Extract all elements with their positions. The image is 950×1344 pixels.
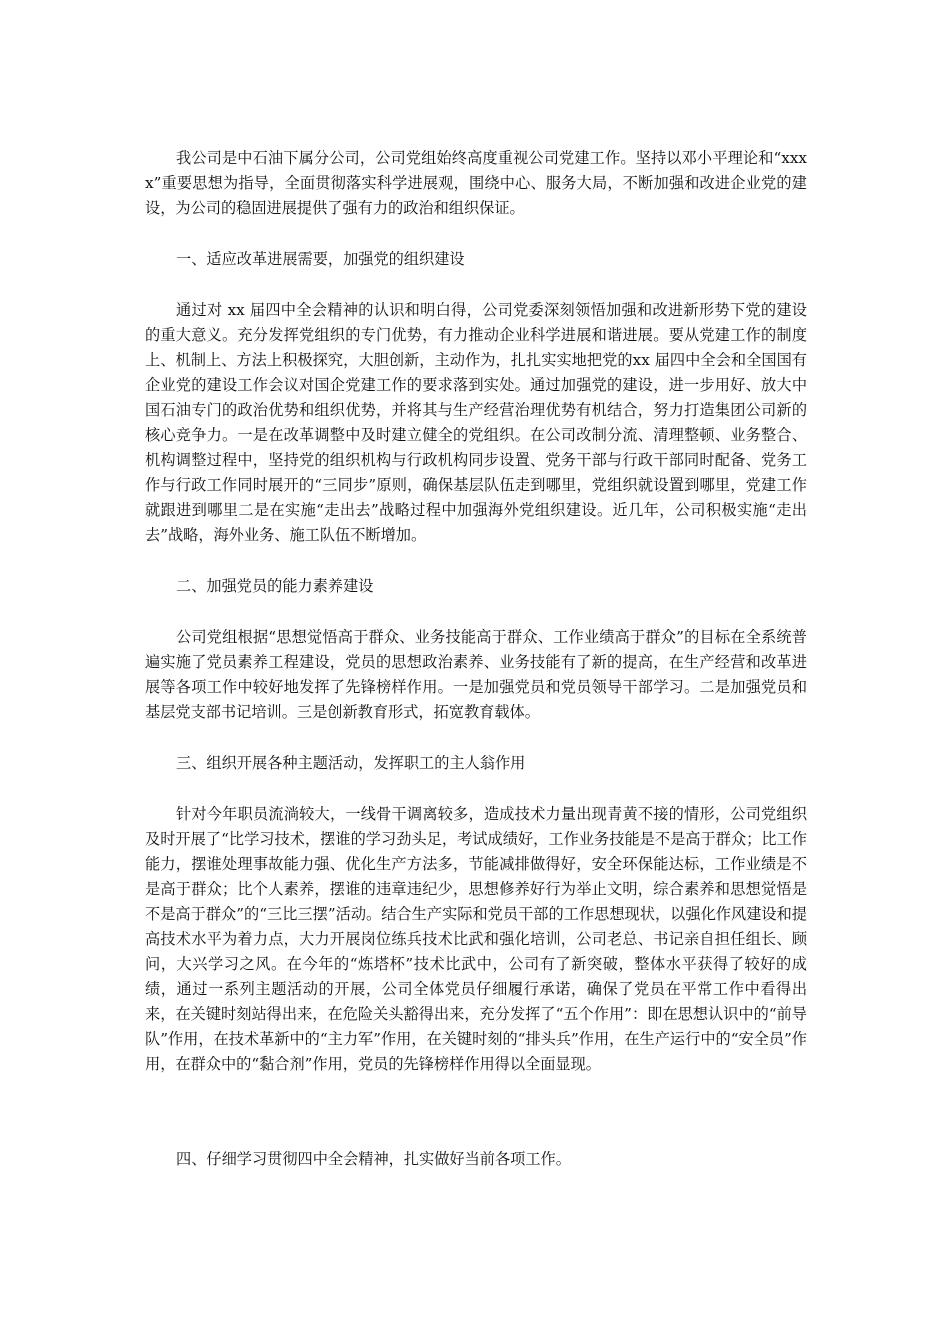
- spacer: [145, 272, 807, 298]
- spacer: [145, 1077, 807, 1147]
- section-1-heading: 一、适应改革进展需要，加强党的组织建设: [176, 250, 465, 268]
- intro-paragraph: 我公司是中石油下属分公司，公司党组始终高度重视公司党建工作。坚持以邓小平理论和“xxxx”重要思想为指导，全面贯彻落实科学进展观，围绕中心、服务大局，不断加强和改进企业党的建设，为公司的稳固进展提供了强有力的政治和组织保证。: [145, 149, 807, 217]
- section-3-heading: 三、组织开展各种主题活动，发挥职工的主人翁作用: [176, 754, 526, 772]
- spacer: [145, 548, 807, 574]
- section-3-paragraph: 针对今年职员流淌较大，一线骨干调离较多，造成技术力量出现青黄不接的情形，公司党组织及时开展了“比学习技术，摆谁的学习劲头足，考试成绩好，工作业务技能是不是高于群众；比工作能力，摆谁处理事故能力强、优化生产方法多，节能减排做得好，安全环保能达标，工作业绩是不是高于群众；比个人素养，摆谁的违章违纪少，思想修养好行为举止文明，综合素养和思想觉悟是不是高于群众”的“三比三摆”活动。结合生产实际和党员干部的工作思想现状，以强化作风建设和提高技术水平为着力点，大力开展岗位练兵技术比武和强化培训，公司老总、书记亲自担任组长、顾问，大兴学习之风。在今年的“炼塔杯”技术比武中，公司有了新突破，整体水平获得了较好的成绩，通过一系列主题活动的开展，公司全体党员仔细履行承诺，确保了党员在平常工作中看得出来，在关键时刻站得出来，在危险关头豁得出来，充分发挥了“五个作用”：即在思想认识中的“前导队”作用，在技术革新中的“主力军”作用，在关键时刻的“排头兵”作用，在生产运行中的“安全员”作用，在群众中的“黏合剂”作用，党员的先锋榜样作用得以全面显现。: [145, 805, 807, 1073]
- document-page: [145, 146, 807, 1172]
- spacer: [145, 221, 807, 247]
- spacer: [145, 599, 807, 625]
- spacer: [145, 725, 807, 751]
- section-1-paragraph: 通过对 xx 届四中全会精神的认识和明白得，公司党委深刻领悟加强和改进新形势下党的建设的重大意义。充分发挥党组织的专门优势，有力推动企业科学进展和谐进展。要从党建工作的制度上、机制上、方法上积极探究，大胆创新，主动作为，扎扎实实地把党的xx 届四中全会和全国国有企业党的建设工作会议对国企党建工作的要求落到实处。通过加强党的建设，进一步用好、放大中国石油专门的政治优势和组织优势，并将其与生产经营治理优势有机结合，努力打造集团公司新的核心竞争力。一是在改革调整中及时建立健全的党组织。在公司改制分流、清理整顿、业务整合、机构调整过程中，坚持党的组织机构与行政机构同步设置、党务干部与行政干部同时配备、党务工作与行政工作同时展开的“三同步”原则，确保基层队伍走到哪里，党组织就设置到哪里，党建工作就跟进到哪里二是在实施“走出去”战略过程中加强海外党组织建设。近几年，公司积极实施“走出去”战略，海外业务、施工队伍不断增加。: [145, 301, 807, 544]
- section-4-heading: 四、仔细学习贯彻四中全会精神，扎实做好当前各项工作。: [176, 1150, 571, 1168]
- spacer: [145, 776, 807, 802]
- section-2-paragraph: 公司党组根据“思想觉悟高于群众、业务技能高于群众、工作业绩高于群众”的目标在全系统普遍实施了党员素养工程建设，党员的思想政治素养、业务技能有了新的提高，在生产经营和改革进展等各项工作中较好地发挥了先锋榜样作用。一是加强党员和党员领导干部学习。二是加强党员和基层党支部书记培训。三是创新教育形式，拓宽教育载体。: [145, 628, 807, 721]
- section-2-heading: 二、加强党员的能力素养建设: [176, 577, 374, 595]
